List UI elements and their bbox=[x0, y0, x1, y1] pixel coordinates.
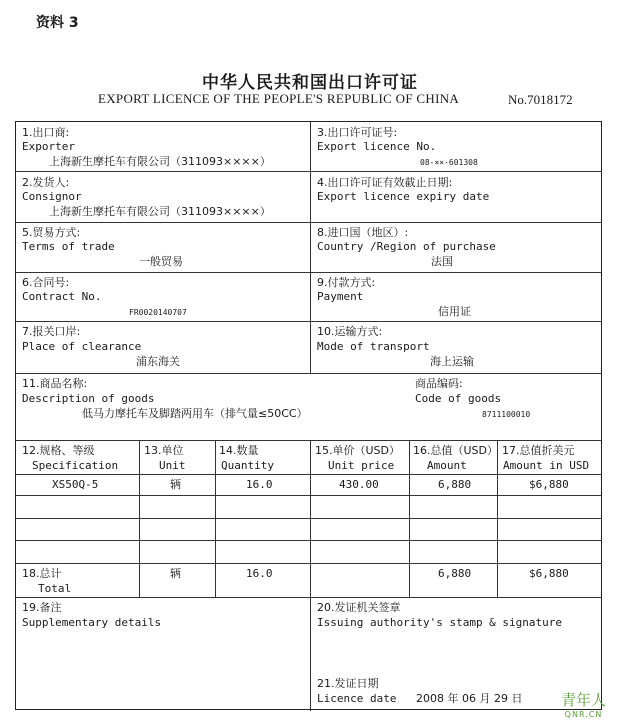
col-header-unit-price: 15.单价（USD） bbox=[315, 444, 400, 457]
row-spec: XS50Q-5 bbox=[52, 478, 99, 491]
payment-label: 9.付款方式: bbox=[317, 276, 376, 289]
date-label-en: Licence date bbox=[317, 692, 397, 705]
divider bbox=[16, 495, 601, 496]
total-unit: 辆 bbox=[170, 567, 181, 580]
col-header-quantity: 14.数量 bbox=[219, 444, 259, 457]
title-english: EXPORT LICENCE OF THE PEOPLE'S REPUBLIC OF CHINA bbox=[98, 91, 460, 106]
licence-no-value: 08-××-601308 bbox=[420, 158, 478, 167]
contract-label: 6.合同号: bbox=[22, 276, 70, 289]
row-quantity: 16.0 bbox=[246, 478, 273, 491]
consignor-label-en: Consignor bbox=[22, 190, 82, 203]
licence-form bbox=[15, 121, 602, 710]
row-unit: 辆 bbox=[170, 478, 181, 491]
code-label-en: Code of goods bbox=[415, 392, 502, 405]
stamp-label: 20.发证机关签章 bbox=[317, 601, 401, 614]
licence-no-label: 3.出口许可证号: bbox=[317, 126, 398, 139]
divider bbox=[16, 171, 601, 172]
col-header-unit-en: Unit bbox=[159, 459, 186, 472]
col-header-quantity-en: Quantity bbox=[221, 459, 274, 472]
transport-value: 海上运输 bbox=[430, 355, 474, 368]
divider bbox=[16, 540, 601, 541]
trade-terms-label: 5.贸易方式: bbox=[22, 226, 81, 239]
expiry-label-en: Export licence expiry date bbox=[317, 190, 490, 203]
clearance-label-en: Place of clearance bbox=[22, 340, 142, 353]
row-amount: 6,880 bbox=[438, 478, 472, 491]
title-chinese: 中华人民共和国出口许可证 bbox=[202, 73, 418, 93]
transport-label-en: Mode of transport bbox=[317, 340, 430, 353]
total-label-en: Total bbox=[38, 582, 72, 595]
total-amount-usd: $6,880 bbox=[529, 567, 569, 580]
col-header-amount-usd-en: Amount in USD bbox=[503, 459, 590, 472]
date-value: 2008 年 06 月 29 日 bbox=[416, 692, 523, 705]
total-label: 18.总计 bbox=[22, 567, 62, 580]
licence-number: No.7018172 bbox=[508, 92, 573, 107]
row-amount-usd: $6,880 bbox=[529, 478, 569, 491]
total-amount: 6,880 bbox=[438, 567, 472, 580]
row-unit-price: 430.00 bbox=[339, 478, 379, 491]
country-value: 法国 bbox=[431, 255, 453, 268]
divider bbox=[16, 272, 601, 273]
divider bbox=[16, 563, 601, 564]
document-label: 资料 3 bbox=[36, 15, 79, 31]
goods-label: 11.商品名称: bbox=[22, 377, 88, 390]
divider bbox=[139, 440, 140, 597]
country-label-en: Country /Region of purchase bbox=[317, 240, 496, 253]
watermark-text: 青年人 bbox=[560, 691, 606, 709]
divider bbox=[409, 440, 410, 597]
clearance-value: 浦东海关 bbox=[136, 355, 180, 368]
goods-value: 低马力摩托车及脚踏两用车（排气量≤50CC） bbox=[82, 407, 308, 420]
code-label: 商品编码: bbox=[415, 377, 463, 390]
col-header-amount: 16.总值（USD） bbox=[413, 444, 498, 457]
col-header-amount-en: Amount bbox=[427, 459, 467, 472]
transport-label: 10.运输方式: bbox=[317, 325, 383, 338]
expiry-label: 4.出口许可证有效截止日期: bbox=[317, 176, 453, 189]
payment-label-en: Payment bbox=[317, 290, 364, 303]
country-label: 8.进口国（地区）: bbox=[317, 226, 409, 239]
contract-label-en: Contract No. bbox=[22, 290, 102, 303]
trade-terms-value: 一般贸易 bbox=[139, 255, 183, 268]
divider bbox=[310, 440, 311, 597]
watermark-url: QNR.CN bbox=[564, 710, 603, 719]
exporter-label: 1.出口商: bbox=[22, 126, 70, 139]
consignor-value: 上海新生摩托车有限公司（311093××××） bbox=[49, 205, 271, 218]
remarks-label: 19.备注 bbox=[22, 601, 62, 614]
contract-value: FR0020140707 bbox=[129, 308, 187, 317]
divider bbox=[16, 321, 601, 322]
consignor-label: 2.发货人: bbox=[22, 176, 70, 189]
exporter-label-en: Exporter bbox=[22, 140, 75, 153]
divider bbox=[497, 440, 498, 597]
goods-label-en: Description of goods bbox=[22, 392, 155, 405]
watermark-logo bbox=[561, 689, 606, 719]
payment-value: 信用证 bbox=[438, 305, 471, 318]
code-value: 8711100010 bbox=[482, 410, 531, 419]
col-header-unit: 13.单位 bbox=[144, 444, 184, 457]
clearance-label: 7.报关口岸: bbox=[22, 325, 81, 338]
stamp-label-en: Issuing authority's stamp & signature bbox=[317, 616, 563, 629]
licence-no-label-en: Export licence No. bbox=[317, 140, 437, 153]
col-header-unit-price-en: Unit price bbox=[328, 459, 395, 472]
total-quantity: 16.0 bbox=[246, 567, 273, 580]
divider bbox=[16, 440, 601, 441]
divider bbox=[16, 373, 601, 374]
exporter-value: 上海新生摩托车有限公司（311093××××） bbox=[49, 155, 271, 168]
divider bbox=[215, 440, 216, 597]
remarks-label-en: Supplementary details bbox=[22, 616, 162, 629]
divider bbox=[310, 122, 311, 373]
col-header-spec: 12.规格、等级 bbox=[22, 444, 95, 457]
col-header-spec-en: Specification bbox=[32, 459, 119, 472]
divider bbox=[310, 597, 311, 711]
divider bbox=[16, 474, 601, 475]
divider bbox=[16, 518, 601, 519]
divider bbox=[16, 222, 601, 223]
date-label: 21.发证日期 bbox=[317, 677, 379, 690]
col-header-amount-usd: 17.总值折美元 bbox=[502, 444, 575, 457]
divider bbox=[16, 597, 601, 598]
trade-terms-label-en: Terms of trade bbox=[22, 240, 115, 253]
